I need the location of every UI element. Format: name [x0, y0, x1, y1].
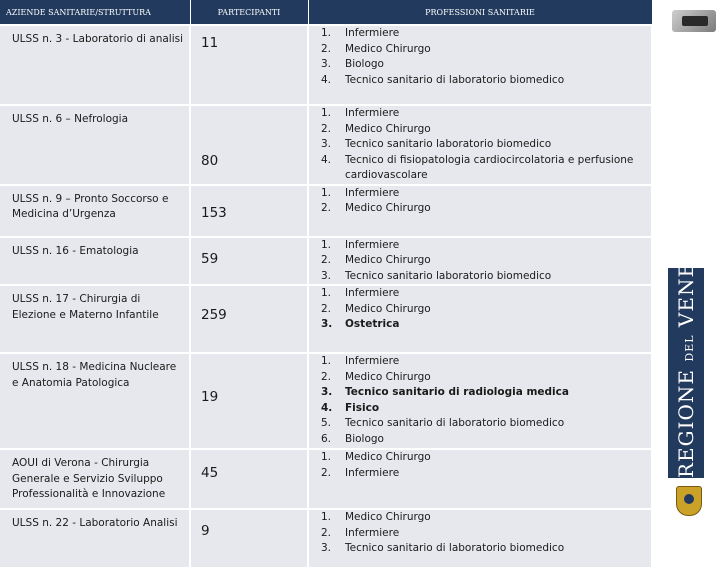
table-row [0, 237, 652, 286]
professioni-cell [308, 353, 652, 449]
list-item [317, 526, 647, 542]
list-item-label: Tecnico sanitario di laboratorio biomedico [345, 73, 565, 86]
list-item-number: 1. [321, 511, 332, 523]
list-item [317, 106, 647, 122]
list-item-number: 1. [321, 186, 332, 199]
list-item-label: Fisico [345, 401, 380, 414]
list-item [317, 26, 647, 42]
list-item-number: 5. [321, 417, 332, 429]
institution-logo-icon [672, 10, 716, 32]
list-item-number: 2. [321, 466, 332, 479]
list-item-number: 3. [321, 138, 332, 150]
list-item [317, 286, 647, 302]
list-item-number: 1. [321, 238, 332, 251]
list-item-label: Infermiere [345, 107, 400, 119]
list-item-number: 2. [321, 370, 332, 383]
azienda-cell: ULSS n. 18 - Medicina Nucleare e Anatomia Patologica [0, 353, 190, 449]
list-item-number: 1. [321, 287, 332, 299]
list-item-number: 2. [321, 254, 332, 266]
list-item-label: Tecnico sanitario laboratorio biomedico [345, 269, 552, 282]
partecipanti-cell: 9 [190, 509, 308, 567]
list-item [317, 153, 647, 184]
table-row [0, 25, 652, 105]
list-item-label: Infermiere [345, 27, 400, 39]
list-item [317, 42, 647, 58]
list-item-label: Infermiere [345, 287, 400, 299]
list-item-number: 4. [321, 153, 332, 166]
list-item [317, 354, 647, 370]
list-item [317, 416, 647, 432]
list-item [317, 401, 647, 417]
list-item [317, 201, 647, 217]
list-item-label: Infermiere [345, 186, 400, 199]
list-item [317, 432, 647, 448]
list-item [317, 73, 647, 89]
list-item-label: Medico Chirurgo [345, 302, 431, 315]
azienda-cell: AOUI di Verona - Chirurgia Generale e Servizio Sviluppo Professionalità e Innovazione [0, 449, 190, 509]
list-item [317, 302, 647, 318]
list-item-label: Infermiere [345, 466, 400, 479]
list-item-number: 1. [321, 27, 332, 39]
list-item-number: 3. [321, 269, 332, 282]
list-item [317, 137, 647, 153]
list-item-number: 3. [321, 542, 332, 554]
table-row [0, 509, 652, 567]
list-item-label: Biologo [345, 432, 384, 445]
list-item-number: 2. [321, 202, 332, 214]
azienda-cell: ULSS n. 9 – Pronto Soccorso e Medicina d’Urgenza [0, 185, 190, 237]
professioni-cell [308, 185, 652, 237]
list-item-number: 2. [321, 302, 332, 315]
list-item-label: Infermiere [345, 238, 400, 251]
list-item-number: 1. [321, 451, 332, 463]
list-item [317, 186, 647, 202]
professioni-cell [308, 449, 652, 509]
professioni-cell [308, 509, 652, 567]
table-body [0, 25, 652, 567]
list-item-number: 3. [321, 318, 333, 330]
partecipanti-cell: 153 [190, 185, 308, 237]
table-row [0, 353, 652, 449]
azienda-cell: ULSS n. 17 - Chirurgia di Elezione e Materno Infantile [0, 285, 190, 353]
table-row [0, 185, 652, 237]
list-item-label: Tecnico sanitario di laboratorio biomedico [345, 417, 565, 429]
list-item-label: Medico Chirurgo [345, 451, 431, 463]
list-item-label: Medico Chirurgo [345, 42, 431, 55]
list-item-label: Medico Chirurgo [345, 511, 431, 523]
list-item [317, 450, 647, 466]
azienda-cell: ULSS n. 22 - Laboratorio Analisi [0, 509, 190, 567]
list-item-label: Medico Chirurgo [345, 254, 431, 266]
list-item-label: Medico Chirurgo [345, 202, 431, 214]
list-item-label: Infermiere [345, 526, 400, 539]
professioni-cell [308, 237, 652, 286]
partecipanti-cell: 259 [190, 285, 308, 353]
list-item [317, 385, 647, 401]
table-row [0, 449, 652, 509]
list-item [317, 510, 647, 526]
header-partecipanti: PARTECIPANTI [190, 0, 308, 25]
list-item-number: 1. [321, 355, 332, 367]
list-item-number: 1. [321, 107, 332, 119]
list-item-label: Medico Chirurgo [345, 122, 431, 135]
list-item [317, 541, 647, 557]
partecipanti-cell: 59 [190, 237, 308, 286]
list-item-label: Tecnico di fisiopatologia cardiocircolatoria e perfusione cardiovascolare [345, 153, 634, 181]
professioni-cell [308, 285, 652, 353]
list-item-label: Biologo [345, 58, 384, 70]
list-item [317, 317, 647, 333]
banner-text: REGIONE DEL VENETO [674, 230, 698, 478]
partecipanti-cell: 80 [190, 105, 308, 185]
list-item-label: Ostetrica [345, 318, 400, 330]
regione-veneto-banner [668, 230, 704, 478]
partecipanti-cell: 11 [190, 25, 308, 105]
partecipanti-cell: 19 [190, 353, 308, 449]
list-item [317, 466, 647, 482]
list-item-number: 2. [321, 122, 332, 135]
azienda-cell: ULSS n. 16 - Ematologia [0, 237, 190, 286]
list-item [317, 122, 647, 138]
azienda-cell: ULSS n. 6 – Nefrologia [0, 105, 190, 185]
list-item [317, 370, 647, 386]
list-item-label: Tecnico sanitario laboratorio biomedico [345, 138, 552, 150]
azienda-cell: ULSS n. 3 - Laboratorio di analisi [0, 25, 190, 105]
list-item [317, 57, 647, 73]
list-item-number: 2. [321, 526, 332, 539]
list-item-number: 2. [321, 42, 332, 55]
list-item-number: 4. [321, 401, 333, 414]
list-item [317, 269, 647, 285]
list-item-label: Tecnico sanitario di laboratorio biomedico [345, 542, 565, 554]
table-row [0, 285, 652, 353]
list-item [317, 238, 647, 254]
regional-seal-icon [676, 486, 702, 516]
list-item-label: Infermiere [345, 355, 400, 367]
list-item [317, 253, 647, 269]
header-aziende: AZIENDE SANITARIE/STRUTTURA [0, 0, 190, 25]
list-item-number: 3. [321, 386, 333, 398]
professioni-cell [308, 105, 652, 185]
list-item-number: 3. [321, 58, 332, 70]
table-row [0, 105, 652, 185]
list-item-label: Tecnico sanitario di radiologia medica [345, 386, 569, 398]
header-professioni: PROFESSIONI SANITARIE [308, 0, 652, 25]
professioni-cell [308, 25, 652, 105]
list-item-label: Medico Chirurgo [345, 370, 431, 383]
list-item-number: 4. [321, 73, 332, 86]
table-header-row [0, 0, 652, 25]
list-item-number: 6. [321, 432, 332, 445]
partecipanti-cell: 45 [190, 449, 308, 509]
